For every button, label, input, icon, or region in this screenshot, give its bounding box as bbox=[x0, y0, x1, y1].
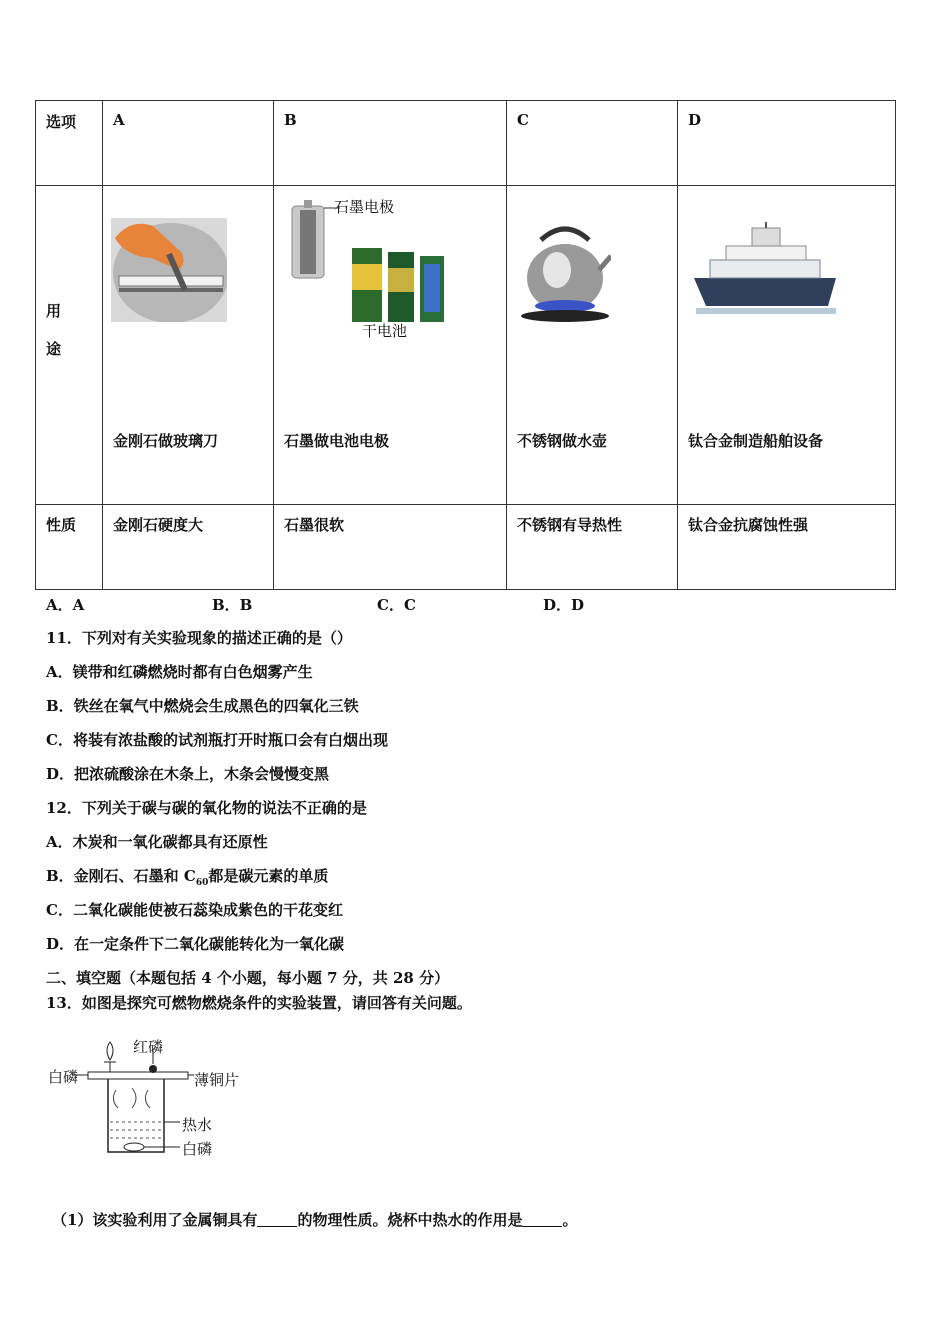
q12-stem: 12．下列关于碳与碳的氧化物的说法不正确的是 bbox=[46, 799, 367, 817]
label-hot-water: 热水 bbox=[182, 1116, 213, 1134]
header-col-d: D bbox=[678, 101, 896, 186]
q12-option-c: C．二氧化碳能使被石蕊染成紫色的干花变红 bbox=[46, 901, 343, 919]
q10-option-d: D．D bbox=[543, 596, 585, 614]
label-copper-sheet: 薄铜片 bbox=[194, 1071, 240, 1089]
q10-option-c: C．C bbox=[377, 596, 416, 614]
q10-option-a: A．A bbox=[46, 596, 85, 614]
glass-cutter-image bbox=[111, 218, 227, 322]
property-cell-b: 石墨很软 bbox=[274, 505, 507, 590]
header-col-b: B bbox=[274, 101, 507, 186]
section-2-heading: 二、填空题（本题包括 4 个小题，每小题 7 分，共 28 分） bbox=[46, 969, 450, 987]
q11-stem: 11．下列对有关实验现象的描述正确的是（） bbox=[46, 629, 352, 647]
property-cell-c: 不锈钢有导热性 bbox=[507, 505, 678, 590]
header-col-a: A bbox=[103, 101, 274, 186]
answer-blank-2[interactable] bbox=[522, 1212, 562, 1227]
header-col-c: C bbox=[507, 101, 678, 186]
kettle-image bbox=[519, 220, 611, 324]
ship-image bbox=[690, 222, 840, 318]
header-option-label: 选项 bbox=[36, 101, 103, 186]
q10-option-b: B．B bbox=[212, 596, 253, 614]
label-red-phosphorus: 红磷 bbox=[133, 1038, 164, 1056]
answer-blank-1[interactable] bbox=[257, 1212, 297, 1227]
label-white-phosphorus-top: 白磷 bbox=[48, 1068, 79, 1086]
use-cell-b: 石墨电极 干电池 石墨做电池电极 bbox=[274, 186, 507, 505]
battery-label-graphite: 石墨电极 bbox=[334, 198, 395, 216]
q12-option-d: D．在一定条件下二氧化碳能转化为一氧化碳 bbox=[46, 935, 345, 953]
use-cell-a: 金刚石做玻璃刀 bbox=[103, 186, 274, 505]
q12-option-b: B．金刚石、石墨和 $C_{60}$都是碳元素的单质 bbox=[46, 867, 329, 888]
q11-option-a: A．镁带和红磷燃烧时都有白色烟雾产生 bbox=[46, 663, 313, 681]
property-cell-a: 金刚石硬度大 bbox=[103, 505, 274, 590]
battery-label-dry-cell: 干电池 bbox=[362, 322, 408, 340]
label-white-phosphorus-bottom: 白磷 bbox=[182, 1140, 213, 1158]
properties-table bbox=[35, 100, 896, 590]
q13-sub1: （1）该实验利用了金属铜具有 的物理性质。烧杯中热水的作用是 。 bbox=[52, 1211, 578, 1229]
property-row-label: 性质 bbox=[36, 505, 103, 590]
use-row-label: 用 途 bbox=[36, 186, 103, 505]
q11-option-c: C．将装有浓盐酸的试剂瓶打开时瓶口会有白烟出现 bbox=[46, 731, 388, 749]
use-cell-c: 不锈钢做水壶 bbox=[507, 186, 678, 505]
q13-stem: 13．如图是探究可燃物燃烧条件的实验装置，请回答有关问题。 bbox=[46, 994, 472, 1012]
property-cell-d: 钛合金抗腐蚀性强 bbox=[678, 505, 896, 590]
q12-option-a: A．木炭和一氧化碳都具有还原性 bbox=[46, 833, 268, 851]
q11-option-d: D．把浓硫酸涂在木条上，木条会慢慢变黑 bbox=[46, 765, 330, 783]
q11-option-b: B．铁丝在氧气中燃烧会生成黑色的四氧化三铁 bbox=[46, 697, 359, 715]
use-cell-d: 钛合金制造船舶设备 bbox=[678, 186, 896, 505]
